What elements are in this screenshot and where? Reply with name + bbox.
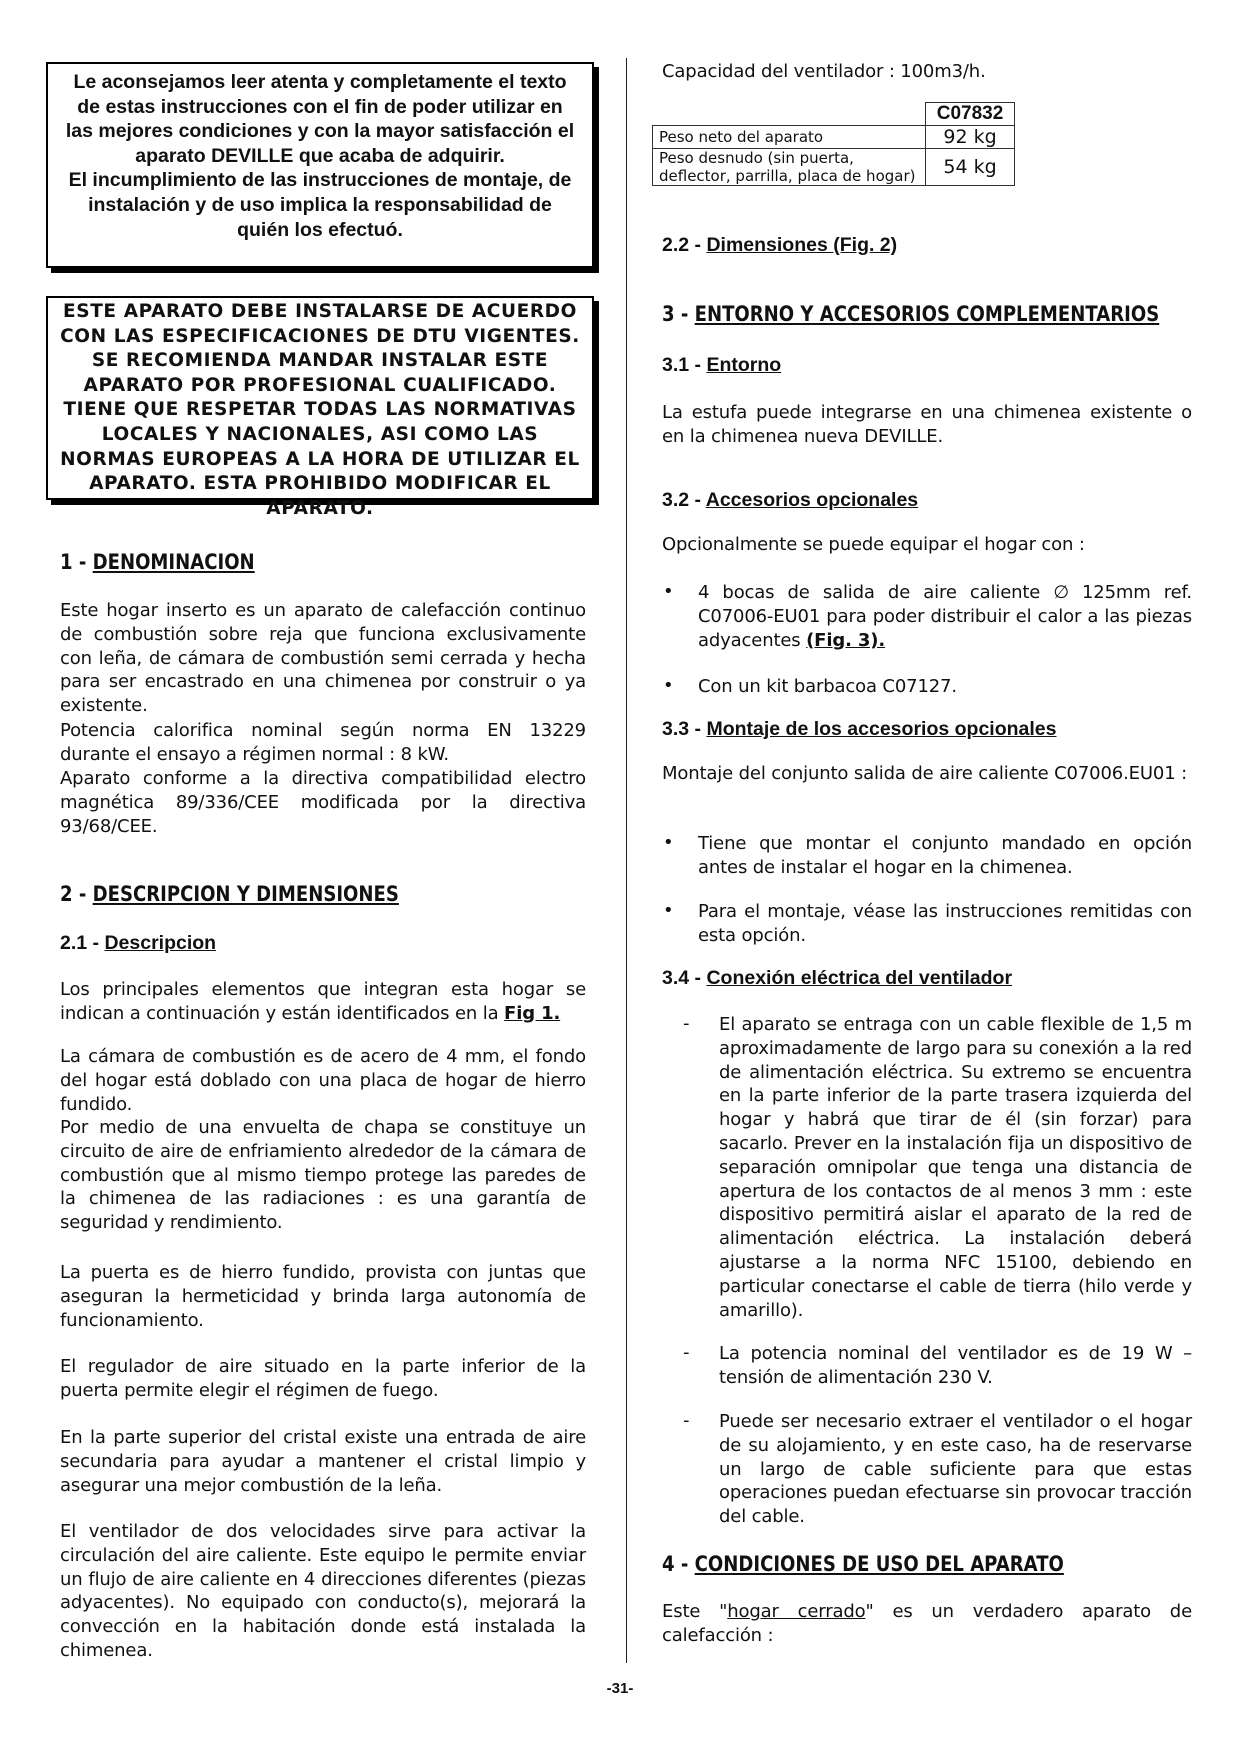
s1-paragraph-2: Potencia calorifica nominal según norma EN 13229 durante el ensayo a régimen normal : 8 kW. [60,720,586,765]
bullet-icon: • [663,900,674,921]
table-corner [653,103,926,126]
section-1-heading [60,550,255,574]
s32-bullet-2: Con un kit barbacoa C07127. [698,676,957,697]
s31-paragraph: La estufa puede integrarse en una chimenea existente o en la chimenea nueva DEVILLE. [662,402,1192,447]
s1-paragraph-1: Este hogar inserto es un aparato de calefacción continuo de combustión sobre reja que funciona exclusivamente con leña, de cámara de combustión semi cerrada y hecha para ser encastrado en una chimenea por construir o ya existente. [60,600,586,717]
s33-bullet-2: Para el montaje, véase las instrucciones remitidas con esta opción. [698,901,1192,946]
notice-installation-text: ESTE APARATO DEBE INSTALARSE DE ACUERDO CON LAS ESPECIFICACIONES DE DTU VIGENTES. SE RECOMIENDA MANDAR INSTALAR ESTE APARATO POR PROFESIONAL CUALIFICADO. TIENE QUE RESPETAR TODAS LAS NORMATIVAS LOCALES Y NACIONALES, ASI COMO LAS NORMAS EUROPEAS A LA HORA DE UTILIZAR EL APARATO. ESTA PROHIBIDO MODIFICAR EL APARATO. [60,301,580,519]
s33-paragraph: Montaje del conjunto salida de aire caliente C07006.EU01 : [662,763,1187,784]
section-4-title: CONDICIONES DE USO DEL APARATO [694,1552,1064,1576]
fig3-reference: (Fig. 3). [806,629,886,651]
s21-paragraph-5: El regulador de aire situado en la parte inferior de la puerta permite elegir el régimen de fuego. [60,1356,586,1401]
section-4-heading [662,1552,1064,1576]
table-row-label: Peso desnudo (sin puerta, deflector, parrilla, placa de hogar) [653,149,926,186]
s21-paragraph-7: El ventilador de dos velocidades sirve para activar la circulación del aire caliente. Este equipo le permite enviar un flujo de aire caliente en 4 direcciones diferentes (piezas adyacentes). No equipado con conducto(s), mejorará la convección en la habitación donde está instalada la chimenea. [60,1521,586,1661]
section-3-title: ENTORNO Y ACCESORIOS COMPLEMENTARIOS [694,302,1160,326]
page-number: -31- [606,1680,634,1697]
s32-bullet-1-text: 4 bocas de salida de aire caliente ∅ 125mm ref. C07006-EU01 para poder distribuir el calor a las piezas adyacentes [698,582,1192,651]
s21-paragraph-3: Por medio de una envuelta de chapa se constituye un circuito de aire de enfriamiento alrededor de la cámara de combustión que al mismo tiempo protege las paredes de la chimenea de las radiaciones : es una garantía de seguridad y rendimiento. [60,1117,586,1234]
section-3-2-title: Accesorios opcionales [705,489,919,511]
section-3-1-title: Entorno [706,354,782,376]
section-3-2-heading [662,489,918,512]
weight-table [652,102,1015,186]
s34-item-1: El aparato se entraga con un cable flexible de 1,5 m aproximadamente de largo para su conexión a la red de alimentación eléctrica. Su extremo se encuentra en la parte inferior de la parte trasera izquierda del hogar y habrá que tirar de él (sin forzar) para sacarlo. Prever en la instalación fija un dispositivo de separación omnipolar que tenga una distancia de apertura de los contactos de al menos 3 mm : este dispositivo permitirá aislar el aparato de la red de alimentación eléctrica. La instalación deberá ajustarse a la norma NFC 15100, debiendo en particular conectarse el cable de tierra (hilo verde y amarillo). [719,1014,1192,1321]
section-2-number: 2 - [60,882,87,906]
s4-text-end: " es un verdadero aparato de calefacción : [662,1601,1192,1646]
section-3-1-heading [662,354,781,377]
s34-item-3: Puede ser necesario extraer el ventilador o el hogar de su alojamiento, y en este caso, ha de reservarse un largo de cable suficiente para que estas operaciones puedan efectuarse sin provocar tracción del cable. [719,1411,1192,1528]
table-row [653,149,1015,186]
hogar-cerrado-term: hogar cerrado [727,1601,866,1622]
section-2-1-title: Descripcion [104,932,217,954]
section-3-3-number: 3.3 - [662,718,702,740]
table-row-value: 54 kg [926,149,1015,186]
s33-bullet-1: Tiene que montar el conjunto mandado en opción antes de instalar el hogar en la chimenea. [698,833,1192,878]
section-2-2-number: 2.2 - [662,234,702,256]
dash-icon: - [683,1410,690,1431]
section-3-4-heading [662,967,1012,990]
section-3-heading [662,302,1159,326]
bullet-icon: • [663,832,674,853]
bullet-icon: • [663,581,674,602]
table-row-value: 92 kg [926,126,1015,149]
s21-paragraph-1 [60,978,586,1026]
section-2-2-heading [662,234,897,257]
column-divider [626,58,627,1663]
fan-capacity: Capacidad del ventilador : 100m3/h. [662,61,986,82]
section-3-4-number: 3.4 - [662,967,702,989]
s4-text-start: Este " [662,1601,728,1622]
section-3-4-title: Conexión eléctrica del ventilador [706,967,1013,989]
s1-paragraph-3: Aparato conforme a la directiva compatibilidad electro magnética 89/336/CEE modificada por la directiva 93/68/CEE. [60,768,586,837]
section-2-1-number: 2.1 - [60,932,100,954]
s21-paragraph-1-text: Los principales elementos que integran esta hogar se indican a continuación y están identificados en la [60,979,586,1024]
section-2-1-heading [60,932,216,955]
s32-bullet-1 [698,581,1192,652]
section-1-number: 1 - [60,550,87,574]
section-3-2-number: 3.2 - [662,489,702,511]
section-3-number: 3 - [662,302,689,326]
section-2-heading [60,882,399,906]
section-4-number: 4 - [662,1552,689,1576]
section-1-title: DENOMINACION [92,550,255,574]
table-model-header: C07832 [926,103,1015,126]
notice-box-advice [46,62,594,268]
bullet-icon: • [663,675,674,696]
s32-paragraph: Opcionalmente se puede equipar el hogar con : [662,534,1085,555]
dash-icon: - [683,1013,690,1034]
section-3-1-number: 3.1 - [662,354,702,376]
section-3-3-title: Montaje de los accesorios opcionales [706,718,1057,740]
s34-item-2: La potencia nominal del ventilador es de 19 W – tensión de alimentación 230 V. [719,1343,1192,1388]
s21-paragraph-6: En la parte superior del cristal existe una entrada de aire secundaria para ayudar a mantener el cristal limpio y asegurar una mejor combustión de la leña. [60,1427,586,1496]
table-row [653,126,1015,149]
notice-advice-line1: Le aconsejamos leer atenta y completamente el texto de estas instrucciones con el fin de poder utilizar en las mejores condiciones y con la mayor satisfacción el aparato DEVILLE que acaba de adquirir. [65,71,575,167]
section-3-3-heading [662,718,1056,741]
s4-paragraph [662,1600,1192,1648]
s21-paragraph-4: La puerta es de hierro fundido, provista con juntas que aseguran la hermeticidad y brinda larga autonomía de funcionamiento. [60,1262,586,1331]
fig1-reference: Fig 1. [504,1002,561,1024]
section-2-title: DESCRIPCION Y DIMENSIONES [92,882,399,906]
section-2-2-title: Dimensiones (Fig. 2) [706,234,898,256]
notice-box-installation [46,296,594,519]
s21-paragraph-2: La cámara de combustión es de acero de 4 mm, el fondo del hogar está doblado con una placa de hogar de hierro fundido. [60,1046,586,1115]
notice-advice-line2: El incumplimiento de las instrucciones de montaje, de instalación y de uso implica la responsabilidad de quién los efectuó. [68,169,572,241]
table-row-label: Peso neto del aparato [653,126,926,149]
dash-icon: - [683,1342,690,1363]
